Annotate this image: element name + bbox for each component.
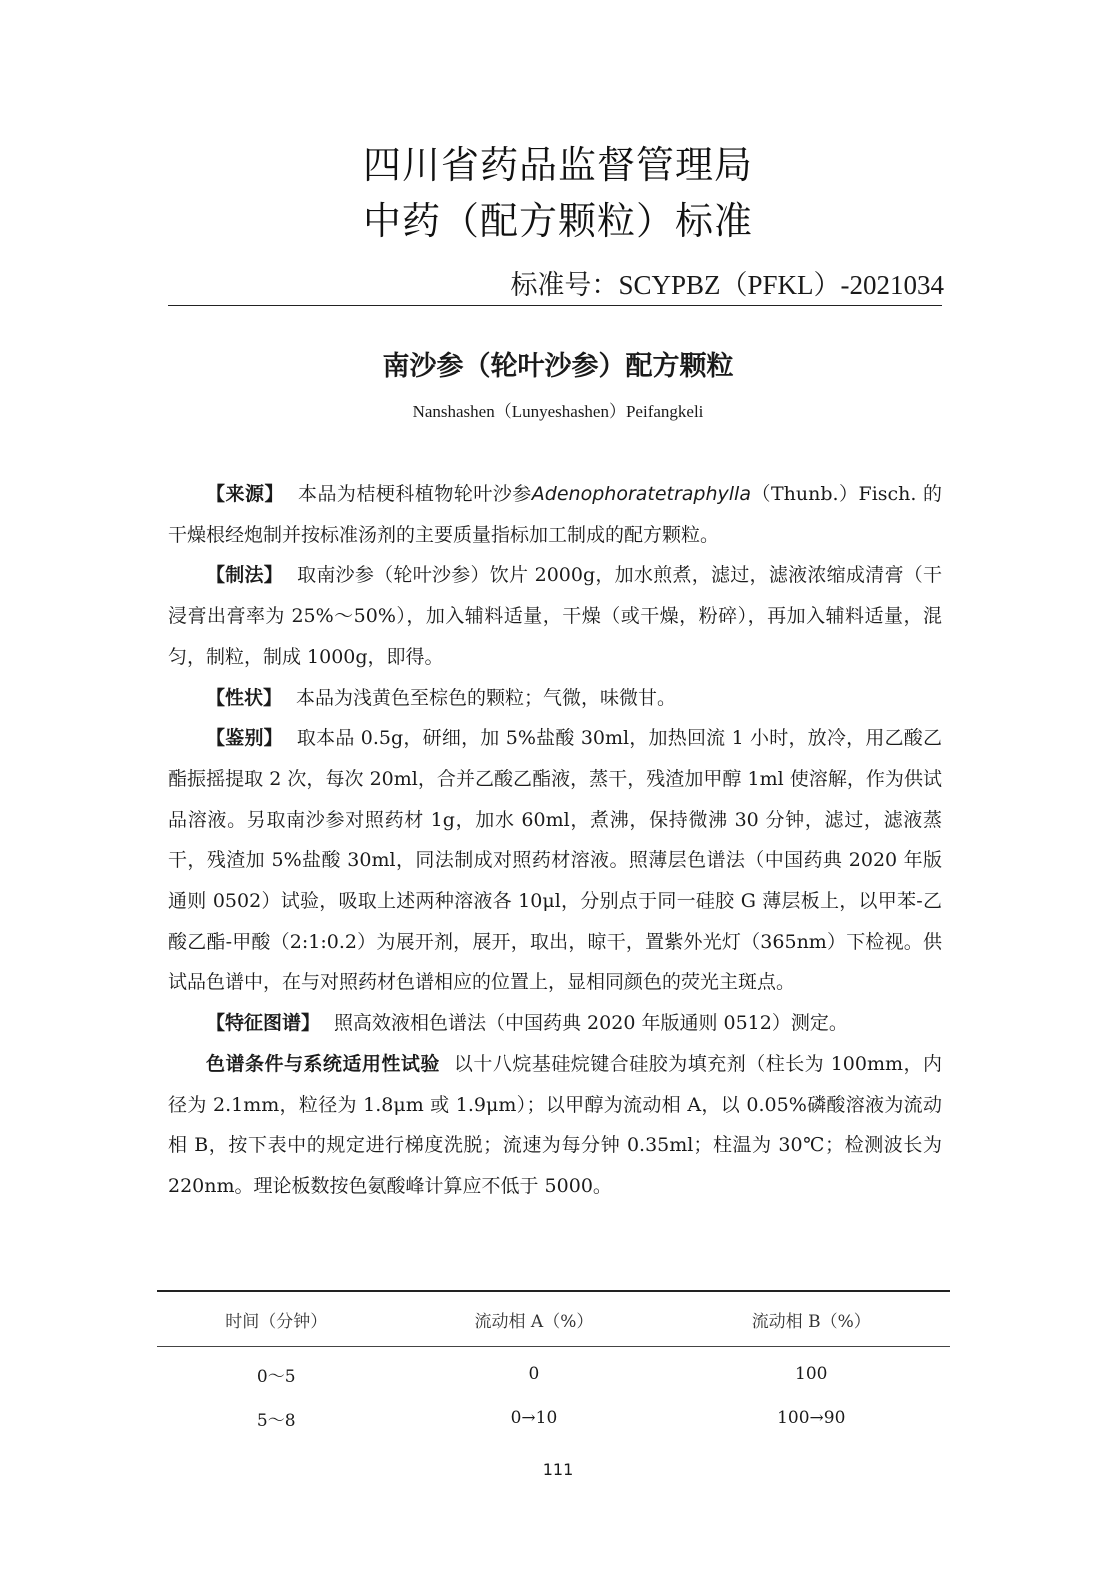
standard-number [510, 272, 944, 299]
table-cell: 0 [528, 1364, 540, 1384]
agency-title: 四川省药品监督管理局 [362, 143, 753, 187]
column-header-time: 时间（分钟） [225, 1311, 328, 1332]
gradient-table-container [157, 1290, 950, 1440]
table-cell: 0～5 [256, 1366, 296, 1387]
section-label: 【来源】 [206, 483, 284, 505]
section-text: （Thunb.）Fisch. 的干燥根经炮制并按标准汤剂的主要质量指标加工制成的配方颗粒。 [168, 483, 942, 546]
column-header-phase-a: 流动相 A（%） [474, 1311, 594, 1332]
section-text: 以十八烷基硅烷键合硅胶为填充剂（柱长为 100mm，内径为 2.1mm，粒径为 1.8μm 或 1.9μm）；以甲醇为流动相 A，以 0.05%磷酸溶液为流动相 B，按下表中的规定进行梯度洗脱；流速为每分钟 0.35ml；柱温为 30℃；检测波长为 220nm。理论板数按色氨酸峰计算应不低于 5000。 [168, 1052, 942, 1197]
standard-category-title: 中药（配方颗粒）标准 [362, 199, 753, 243]
product-title: 南沙参（轮叶沙参）配方颗粒 [382, 351, 734, 382]
section-fingerprint [168, 1003, 942, 1044]
section-label: 【性状】 [206, 686, 283, 709]
table-cell: 5～8 [256, 1410, 296, 1431]
section-text: 取南沙参（轮叶沙参）饮片 2000g，加水煎煮，滤过，滤液浓缩成清膏（干浸膏出膏率为 25%～50%），加入辅料适量，干燥（或干燥，粉碎），再加入辅料适量，混匀，制粒，制成 1000g，即得。 [168, 564, 942, 668]
product-pinyin: Nanshashen（Lunyeshashen）Peifangkeli [412, 402, 704, 421]
standard-number-label: 标准号： [510, 270, 619, 301]
section-text: 取本品 0.5g，研细，加 5%盐酸 30ml，加热回流 1 小时，放冷，用乙酸乙酯振摇提取 2 次，每次 20ml，合并乙酸乙酯液，蒸干，残渣加甲醇 1ml 使溶解，作为供试品溶液。另取南沙参对照药材 1g，加水 60ml，煮沸，保持微沸 30 分钟，滤过，滤液蒸干，残渣加 5%盐酸 30ml，同法制成对照药材溶液。照薄层色谱法（中国药典 2020 年版通则 0502）试验，吸取上述两种溶液各 10μl，分别点于同一硅胶 G 薄层板上，以甲苯-乙酸乙酯-甲酸（2:1:0.2）为展开剂，展开，取出，晾干，置紫外光灯（365nm）下检视。供试品色谱中，在与对照药材色谱相应的位置上，显相同颜色的荧光主斑点。 [168, 727, 942, 994]
section-label: 【特征图谱】 [206, 1012, 321, 1035]
section-source [168, 474, 942, 555]
gradient-table [157, 1290, 950, 1440]
section-text: 本品为桔梗科植物轮叶沙参 [297, 483, 532, 505]
section-identification [168, 718, 942, 1003]
header-divider [168, 305, 942, 306]
section-label: 【鉴别】 [206, 727, 283, 750]
latin-name: Adenophoratetraphylla [531, 483, 751, 505]
table-header-row [157, 1291, 950, 1347]
section-label: 【制法】 [206, 564, 284, 587]
table-cell: 100 [795, 1364, 828, 1384]
page-number: 111 [542, 1460, 574, 1479]
section-text: 照高效液相色谱法（中国药典 2020 年版通则 0512）测定。 [334, 1012, 848, 1035]
table-row [157, 1347, 950, 1397]
document-body [168, 474, 942, 1207]
section-label: 色谱条件与系统适用性试验 [206, 1052, 440, 1075]
section-text: 本品为浅黄色至棕色的颗粒；气微，味微甘。 [296, 686, 677, 709]
section-character [168, 678, 942, 719]
section-preparation [168, 555, 942, 677]
table-cell: 0→10 [510, 1408, 558, 1428]
standard-number-value: SCYPBZ（PFKL）-2021034 [618, 270, 944, 300]
table-row [157, 1396, 950, 1440]
section-chromatography [168, 1044, 942, 1207]
table-cell: 100→90 [777, 1408, 846, 1428]
column-header-phase-b: 流动相 B（%） [751, 1311, 871, 1332]
